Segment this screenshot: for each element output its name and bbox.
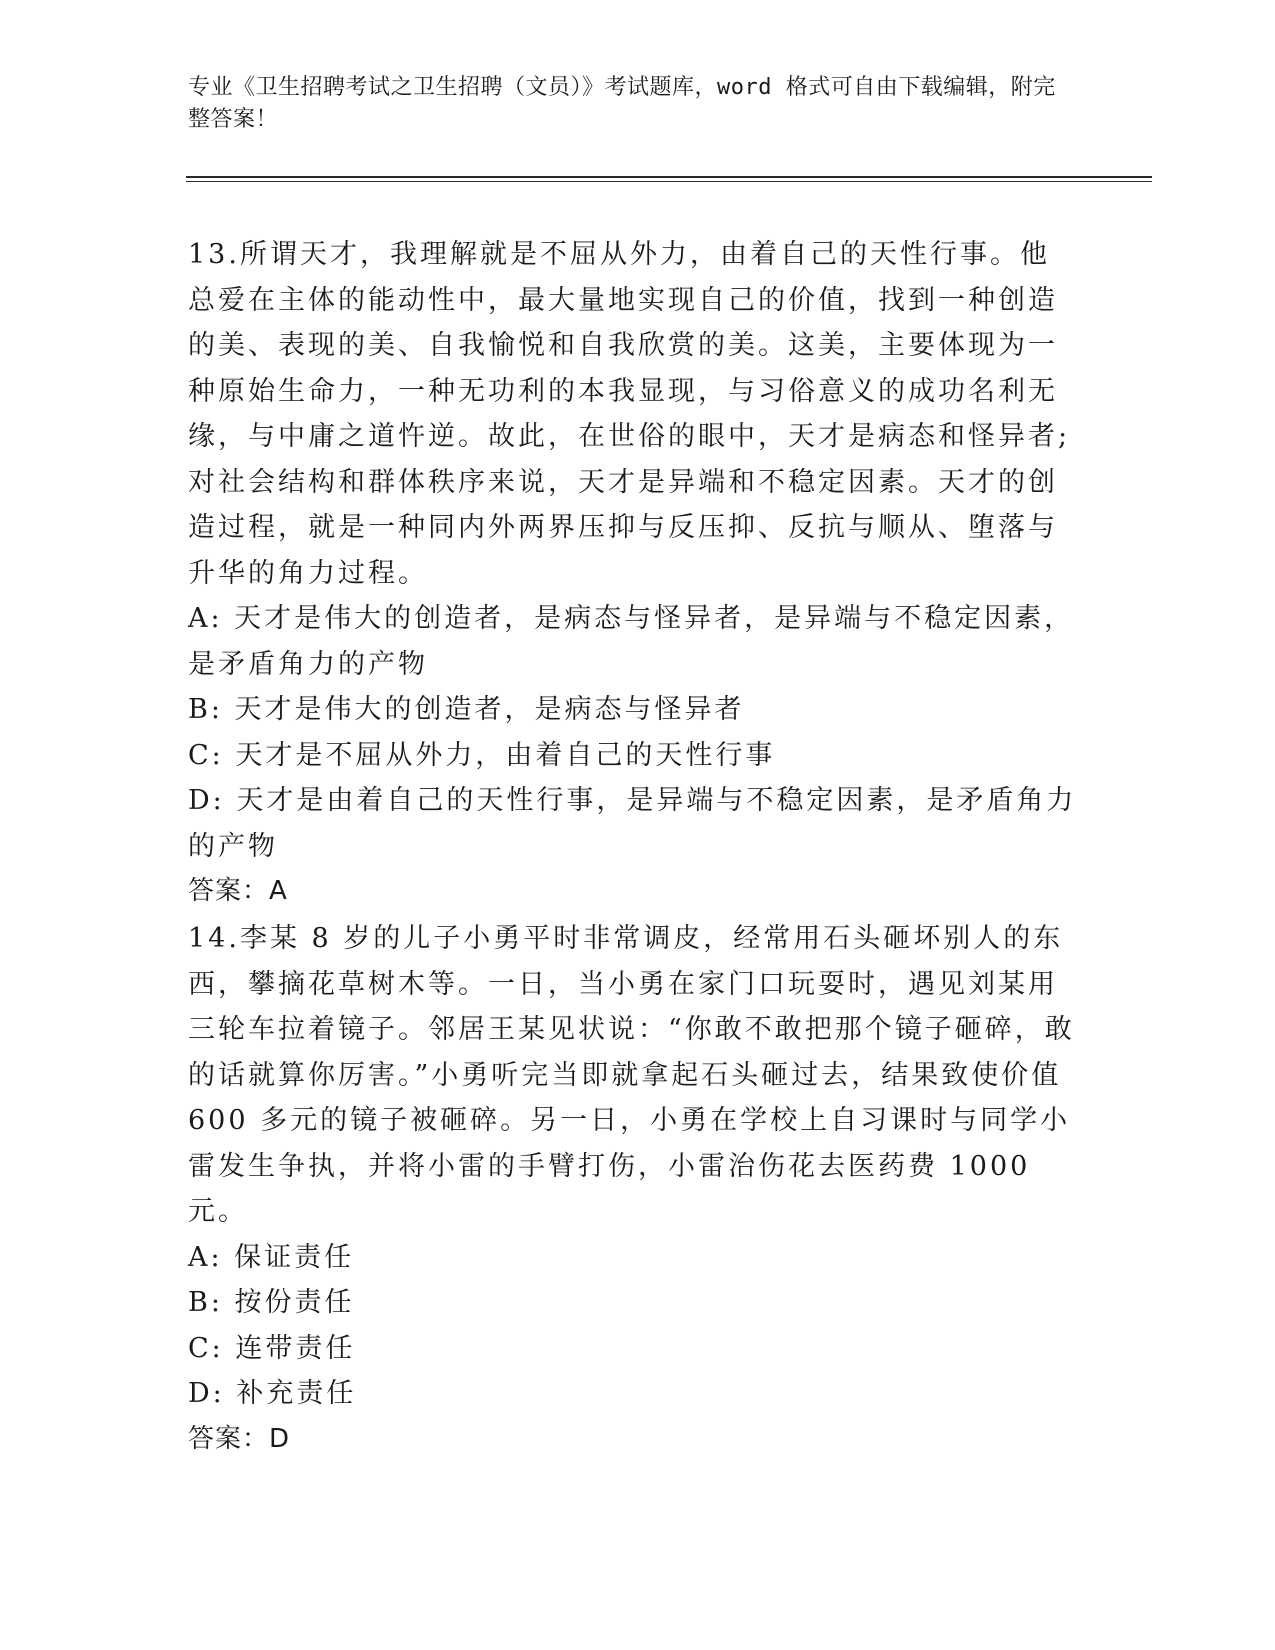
answer-label: 答案：D [188,1423,291,1454]
header-divider-top [186,176,1152,178]
question-13 [188,232,1078,915]
question-stem: 13.所谓天才，我理解就是不屈从外力，由着自己的天性行事。他总爱在主体的能动性中，最大量地实现自己的价值，找到一种创造的美、表现的美、自我愉悦和自我欣赏的美。这美，主要体现为一种原始生命力，一种无功利的本我显现，与习俗意义的成功名利无缘，与中庸之道忤逆。故此，在世俗的眼中，天才是病态和怪异者;对社会结构和群体秩序来说，天才是异端和不稳定因素。天才的创造过程，就是一种同内外两界压抑与反压抑、反抗与顺从、堕落与升华的角力过程。 [188,239,1071,589]
answer-label: 答案：A [188,876,288,906]
option-b: B: 按份责任 [188,1287,355,1318]
option-a: A: 保证责任 [188,1241,355,1273]
option-b: B: 天才是伟大的创造者，是病态与怪异者 [188,694,745,725]
option-c: C: 天才是不屈从外力，由着自己的天性行事 [188,739,776,771]
question-stem: 14.李某 8 岁的儿子小勇平时非常调皮，经常用石头砸坏别人的东西，攀摘花草树木等。一日，当小勇在家门口玩耍时，遇见刘某用三轮车拉着镜子。邻居王某见状说：“你敢不敢把那个镜子砸碎，敢的话就算你厉害。”小勇听完当即就拿起石头砸过去，结果致使价值 600 多元的镜子被砸碎。另一日，小勇在学校上自习课时与同学小雷发生争执，并将小雷的手臂打伤，小雷治伤花去医药费 1000 元。 [188,923,1075,1227]
header-divider-bottom [186,181,1152,182]
option-d: D: 补充责任 [188,1378,357,1409]
question-14 [188,916,1078,1462]
option-a: A: 天才是伟大的创造者，是病态与怪异者，是异端与不稳定因素，是矛盾角力的产物 [188,603,1075,680]
option-c: C: 连带责任 [188,1332,356,1364]
document-header: 专业《卫生招聘考试之卫生招聘（文员）》考试题库，word 格式可自由下载编辑，附完整答案！ [188,75,1056,132]
option-d: D: 天才是由着自己的天性行事，是异端与不稳定因素，是矛盾角力的产物 [188,785,1077,862]
